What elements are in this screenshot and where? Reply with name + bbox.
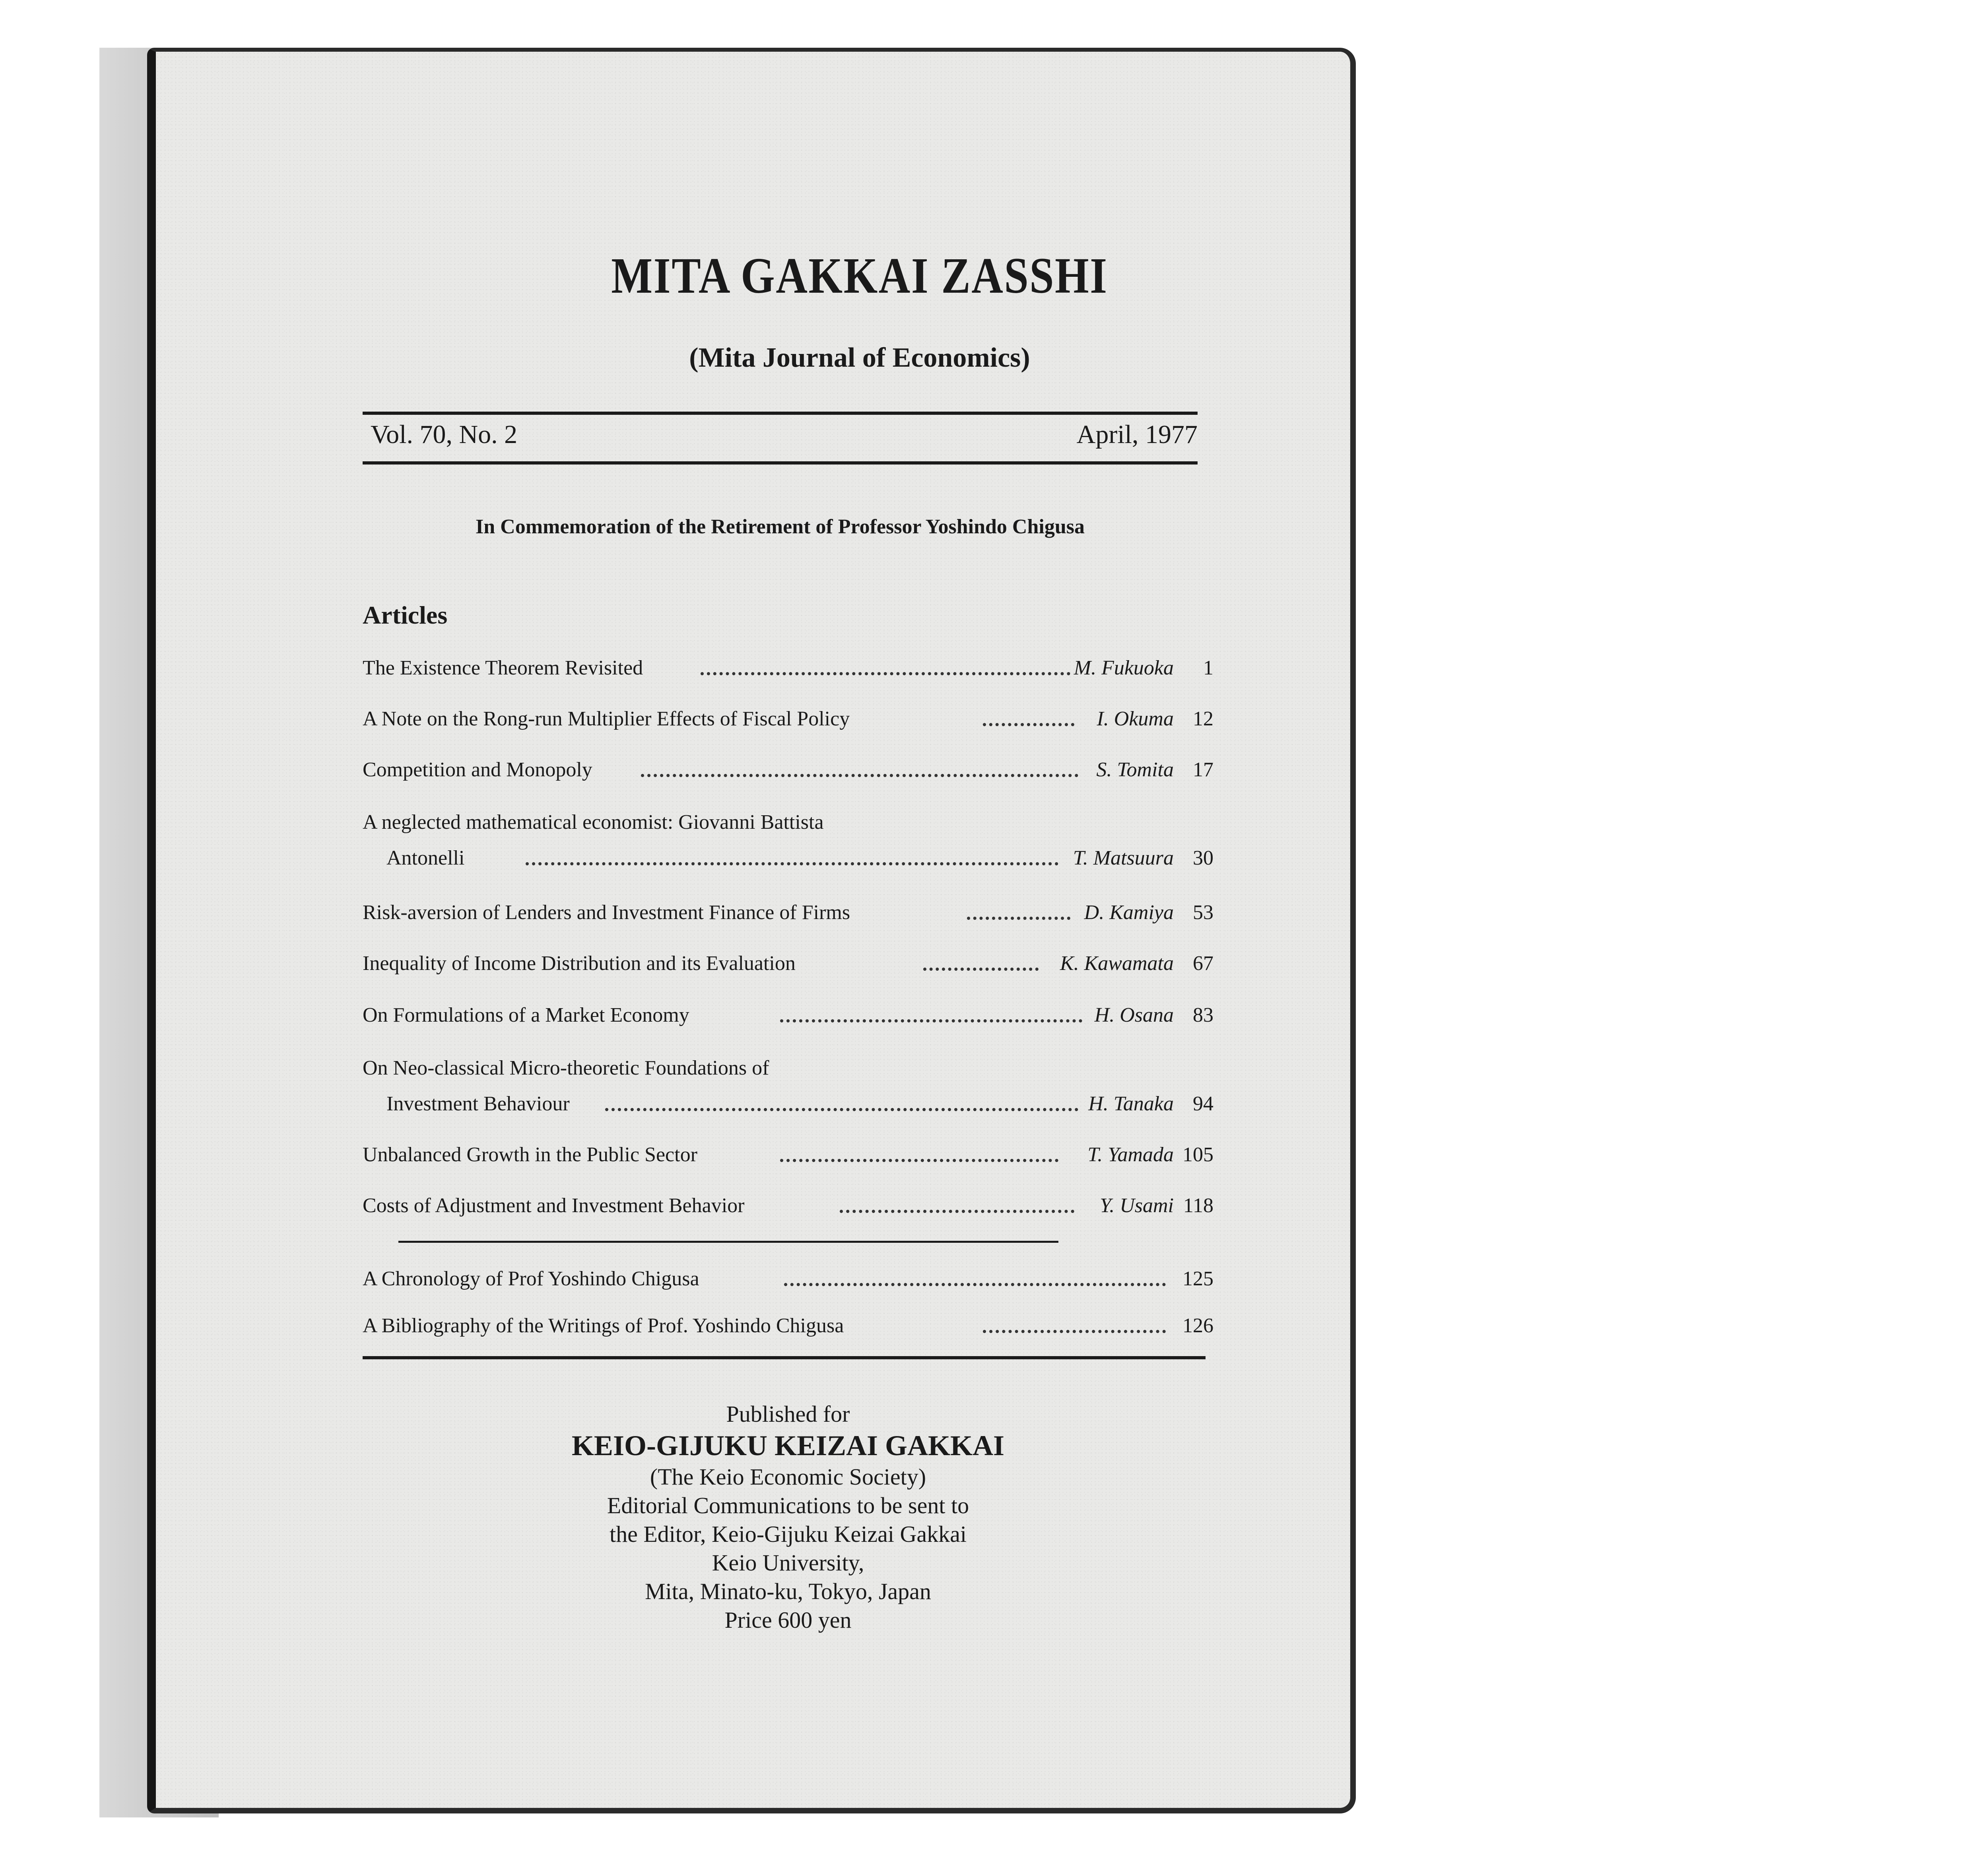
article-author: Y. Usami — [1100, 1194, 1174, 1217]
journal-title: MITA GAKKAI ZASSHI — [611, 247, 1108, 304]
article-title: Risk-aversion of Lenders and Investment Finance of Firms — [363, 901, 850, 924]
article-page: 12 — [1193, 707, 1213, 730]
leader-dots — [784, 1254, 1166, 1286]
article-page: 118 — [1183, 1194, 1213, 1217]
appendix-page: 125 — [1182, 1267, 1213, 1290]
article-title-line2: Investment Behaviour — [386, 1092, 570, 1115]
address-line-4: Mita, Minato-ku, Tokyo, Japan — [645, 1578, 931, 1604]
article-page: 94 — [1193, 1092, 1213, 1115]
journal-subtitle: (Mita Journal of Economics) — [689, 342, 1030, 373]
article-page: 1 — [1203, 657, 1213, 679]
article-title-line1: A neglected mathematical economist: Giovanni Battista — [363, 811, 824, 834]
article-author: I. Okuma — [1097, 707, 1174, 730]
article-title: Unbalanced Growth in the Public Sector — [363, 1143, 697, 1166]
publisher-block — [363, 1400, 1213, 1634]
address-line-3: Keio University, — [712, 1550, 864, 1576]
leader-dots — [526, 834, 1058, 865]
article-title: Competition and Monopoly — [363, 758, 592, 781]
article-author: H. Osana — [1094, 1004, 1174, 1026]
bottom-rule — [363, 1356, 1206, 1359]
leader-dots — [641, 745, 1078, 777]
volume-number: Vol. 70, No. 2 — [371, 420, 518, 449]
toc-entry-appendix[interactable] — [363, 1263, 1213, 1295]
article-page: 30 — [1193, 847, 1213, 869]
article-page: 17 — [1193, 758, 1213, 781]
published-for: Published for — [726, 1401, 850, 1427]
leader-dots — [840, 1181, 1074, 1213]
toc-entry[interactable] — [363, 1088, 1213, 1120]
toc-entry[interactable] — [363, 948, 1213, 980]
toc-entry[interactable] — [363, 1190, 1213, 1222]
toc-entry[interactable] — [363, 897, 1213, 929]
appendix-title: A Chronology of Prof Yoshindo Chigusa — [363, 1267, 699, 1290]
toc-entry[interactable] — [363, 703, 1213, 735]
article-title: Inequality of Income Distribution and its Evaluation — [363, 952, 796, 975]
address-line-1: Editorial Communications to be sent to — [607, 1493, 969, 1518]
toc-entry[interactable] — [363, 842, 1213, 874]
article-author: H. Tanaka — [1088, 1092, 1174, 1115]
journal-cover-page — [147, 48, 1356, 1813]
leader-dots — [605, 1079, 1078, 1111]
price: Price 600 yen — [724, 1607, 852, 1633]
article-author: D. Kamiya — [1084, 901, 1174, 924]
section-divider — [398, 1241, 1058, 1243]
articles-heading: Articles — [363, 601, 448, 629]
toc-entry[interactable] — [363, 999, 1213, 1031]
toc-entry[interactable] — [363, 1139, 1213, 1171]
appendix-title: A Bibliography of the Writings of Prof. Yoshindo Chigusa — [363, 1314, 844, 1337]
leader-dots — [983, 1301, 1166, 1333]
article-page: 105 — [1182, 1143, 1213, 1166]
article-author: M. Fukuoka — [1074, 657, 1174, 679]
address-line-2: the Editor, Keio-Gijuku Keizai Gakkai — [609, 1521, 967, 1547]
volume-rule — [363, 461, 1198, 464]
article-title-line2: Antonelli — [386, 847, 465, 869]
article-page: 53 — [1193, 901, 1213, 924]
leader-dots — [923, 939, 1039, 971]
toc-entry[interactable] — [363, 652, 1213, 684]
article-page: 67 — [1193, 952, 1213, 975]
article-author: T. Matsuura — [1073, 847, 1174, 869]
article-title: A Note on the Rong-run Multiplier Effects of Fiscal Policy — [363, 707, 850, 730]
society-name: KEIO-GIJUKU KEIZAI GAKKAI — [571, 1430, 1005, 1462]
article-title: On Formulations of a Market Economy — [363, 1004, 689, 1026]
article-author: K. Kawamata — [1060, 952, 1174, 975]
leader-dots — [780, 1130, 1058, 1162]
toc-entry[interactable] — [363, 754, 1213, 786]
article-page: 83 — [1193, 1004, 1213, 1026]
leader-dots — [701, 643, 1070, 675]
top-rule — [363, 412, 1198, 415]
society-english: (The Keio Economic Society) — [650, 1464, 926, 1490]
toc-entry-appendix[interactable] — [363, 1310, 1213, 1342]
article-title: The Existence Theorem Revisited — [363, 657, 643, 679]
article-title-line1: On Neo-classical Micro-theoretic Foundations of — [363, 1057, 769, 1079]
leader-dots — [780, 991, 1082, 1022]
volume-line — [371, 420, 1198, 455]
article-author: S. Tomita — [1096, 758, 1174, 781]
commemoration-line: In Commemoration of the Retirement of Professor Yoshindo Chigusa — [476, 515, 1085, 538]
leader-dots — [983, 694, 1074, 726]
appendix-page: 126 — [1182, 1314, 1213, 1337]
article-author: T. Yamada — [1087, 1143, 1174, 1166]
issue-date: April, 1977 — [1076, 420, 1198, 449]
article-title: Costs of Adjustment and Investment Behavior — [363, 1194, 745, 1217]
leader-dots — [967, 888, 1070, 920]
